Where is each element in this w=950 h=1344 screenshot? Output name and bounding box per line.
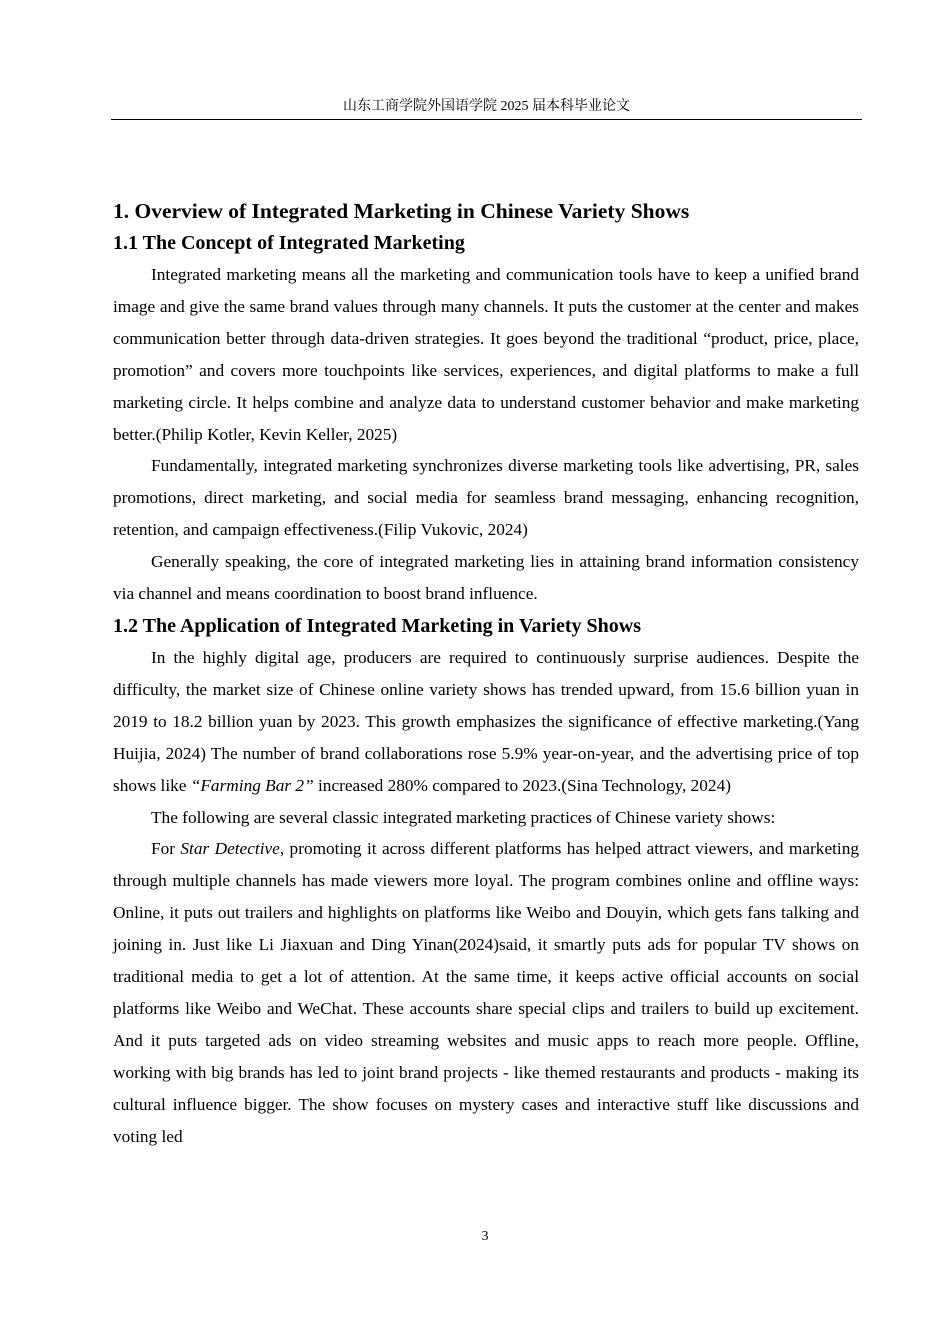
show-title: “Farming Bar 2”: [190, 775, 314, 795]
paragraph: The following are several classic integrated marketing practices of Chinese variety shows:: [151, 807, 776, 827]
section-1-1-heading: 1.1 The Concept of Integrated Marketing: [113, 232, 465, 254]
header-rule: [111, 119, 862, 120]
section-1-heading: 1. Overview of Integrated Marketing in Chinese Variety Shows: [113, 199, 690, 223]
page-body: [113, 195, 859, 1152]
paragraph: [113, 642, 859, 802]
text-run: , promoting it across different platforms has helped attract viewers, and marketing through multiple channels has made viewers more loyal. The program combines online and offline ways: Online, it puts out trailers and highlights on platforms like Weibo and Douyin, which gets fans talking and joining in. Just like Li Jiaxuan and Ding Yinan(2024)said, it smartly puts ads for popular TV shows on traditional media to get a lot of attention. At the same time, it keeps active official accounts on social platforms like Weibo and WeChat. These accounts share special clips and trailers to build up excitement. And it puts targeted ads on video streaming websites and music apps to reach more people. Offline, working with big brands has led to joint brand projects - like themed restaurants and products - making its cultural influence bigger. The show focuses on mystery cases and interactive stuff like discussions and voting led: [113, 839, 859, 1146]
page-number: 3: [481, 1229, 489, 1244]
paragraph: Fundamentally, integrated marketing synchronizes diverse marketing tools like advertising, PR, sales promotions, direct marketing, and social media for seamless brand messaging, enhancing recognition, retention, and campaign effectiveness.(Filip Vukovic, 2024): [113, 456, 859, 540]
paragraph: Generally speaking, the core of integrated marketing lies in attaining brand information consistency via channel and means coordination to boost brand influence.: [113, 552, 859, 604]
text-run: For: [151, 839, 181, 859]
running-header: 山东工商学院外国语学院 2025 届本科毕业论文: [343, 99, 630, 114]
paragraph: [113, 833, 859, 1152]
paragraph: Integrated marketing means all the marketing and communication tools have to keep a unified brand image and give the same brand values through many channels. It puts the customer at the center and makes communication better through data-driven strategies. It goes beyond the traditional “product, price, place, promotion” and covers more touchpoints like services, experiences, and digital platforms to make a full marketing circle. It helps combine and analyze data to understand customer behavior and make marketing better.(Philip Kotler, Kevin Keller, 2025): [113, 265, 859, 444]
section-1-2-heading: 1.2 The Application of Integrated Marketing in Variety Shows: [113, 614, 641, 637]
text-run: In the highly digital age, producers are required to continuously surprise audiences. Despite the difficulty, the market size of Chinese online variety shows has trended upward, from 15.6 billion yuan in 2019 to 18.2 billion yuan by 2023. This growth emphasizes the significance of effective marketing.(Yang Huijia, 2024) The number of brand collaborations rose 5.9% year-on-year, and the advertising price of top shows like: [113, 647, 859, 795]
text-run: increased 280% compared to 2023.(Sina Technology, 2024): [313, 775, 731, 795]
show-title: Star Detective: [180, 839, 280, 859]
